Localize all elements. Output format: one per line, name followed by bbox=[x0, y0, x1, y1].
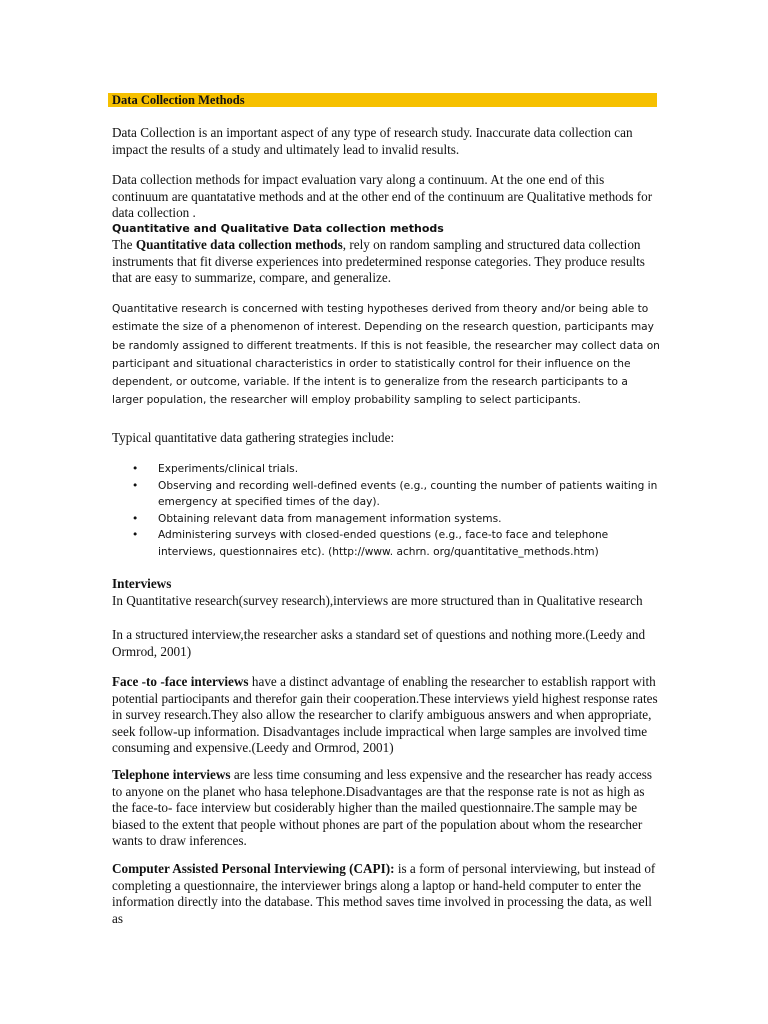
intro-paragraph-1: Data Collection is an important aspect of any type of research study. Inaccurate data collection can impact the results of a study and ultimately lead to invalid results. bbox=[112, 125, 633, 157]
list-item bbox=[112, 478, 660, 511]
list-item bbox=[112, 527, 660, 560]
capi-term: Computer Assisted Personal Interviewing (CAPI): bbox=[112, 861, 395, 876]
interviews-paragraph-2: In a structured interview,the researcher asks a standard set of questions and nothing more.(Leedy and Ormrod, 2001) bbox=[112, 627, 646, 659]
telephone-text: are less time consuming and less expensive and the researcher has ready access to anyone on the planet who hasa telephone.Disadvantages are that the response rate is not as high as the face-to- face interview but cosiderably higher than the mailed questionnaire.The sample may be biased to the extent that people without phones are part of the population about whom the researcher wants to draw inferences. bbox=[112, 767, 653, 848]
strategies-list bbox=[112, 461, 660, 560]
bullet-icon: • bbox=[132, 463, 139, 475]
face-to-face-text: have a distinct advantage of enabling the researcher to establish rapport with potential partiocipants and therefor gain their cooperation.These interviews yield highest response rates in survey research.They also allow the researcher to clarify ambiguous answers and when appropriate, seek follow-up information. Disadvantages include impractical when large samples are involved time consuming and expensive.(Leedy and Ormrod, 2001) bbox=[112, 674, 658, 755]
interviews-heading: Interviews bbox=[112, 576, 172, 591]
quant-lead-bold: Quantitative data collection methods bbox=[135, 237, 343, 252]
title-highlight-bar bbox=[108, 93, 657, 107]
list-item-text: Observing and recording well-defined events (e.g., counting the number of patients waiting in emergency at specified times of the day). bbox=[158, 479, 658, 508]
telephone-paragraph bbox=[112, 767, 660, 850]
intro-paragraph-2: Data collection methods for impact evaluation vary along a continuum. At the one end of this continuum are quantatative methods and at the other end of the continuum are Qualitative methods for data collection . bbox=[112, 172, 653, 220]
face-to-face-term: Face -to -face interviews bbox=[112, 674, 249, 689]
list-item bbox=[112, 511, 660, 528]
quant-qual-heading: Quantitative and Qualitative Data collection methods bbox=[112, 222, 444, 235]
quant-lead-paragraph bbox=[112, 237, 660, 287]
list-item-text: Administering surveys with closed-ended questions (e.g., face-to face and telephone interviews, questionnaires etc). (http://www. achrn. org/quantitative_methods.htm) bbox=[158, 529, 609, 558]
quant-research-paragraph: Quantitative research is concerned with testing hypotheses derived from theory and/or being able to estimate the size of a phenomenon of interest. Depending on the research question, participants may be randomly assigned to different treatments. If this is not feasible, the researcher may collect data on participant and situational characteristics in order to statistically control for their influence on the dependent, or outcome, variable. If the intent is to generalize from the research participants to a larger population, the researcher will employ probability sampling to select participants. bbox=[112, 303, 660, 407]
list-item-text: Experiments/clinical trials. bbox=[158, 463, 299, 475]
strategies-intro: Typical quantitative data gathering strategies include: bbox=[112, 430, 395, 445]
list-item-text: Obtaining relevant data from management information systems. bbox=[158, 512, 502, 525]
document-title: Data Collection Methods bbox=[112, 93, 245, 107]
bullet-icon: • bbox=[132, 529, 139, 541]
capi-text: is a form of personal interviewing, but instead of completing a questionnaire, the interviewer brings along a laptop or hand-held computer to enter the information directly into the database. This method saves time involved in processing the data, as well as bbox=[112, 861, 656, 926]
face-to-face-paragraph bbox=[112, 674, 660, 757]
capi-paragraph bbox=[112, 861, 660, 927]
list-item bbox=[112, 461, 660, 478]
bullet-icon: • bbox=[132, 479, 139, 492]
quant-lead-prefix: The bbox=[112, 237, 136, 252]
interviews-paragraph-1: In Quantitative research(survey research),interviews are more structured than in Qualitative research bbox=[112, 593, 643, 608]
telephone-term: Telephone interviews bbox=[112, 767, 231, 782]
quant-lead-rest: , rely on random sampling and structured data collection instruments that fit diverse experiences into predetermined response categories. They produce results that are easy to summarize, compare, and generalize. bbox=[112, 237, 645, 285]
bullet-icon: • bbox=[132, 512, 139, 525]
